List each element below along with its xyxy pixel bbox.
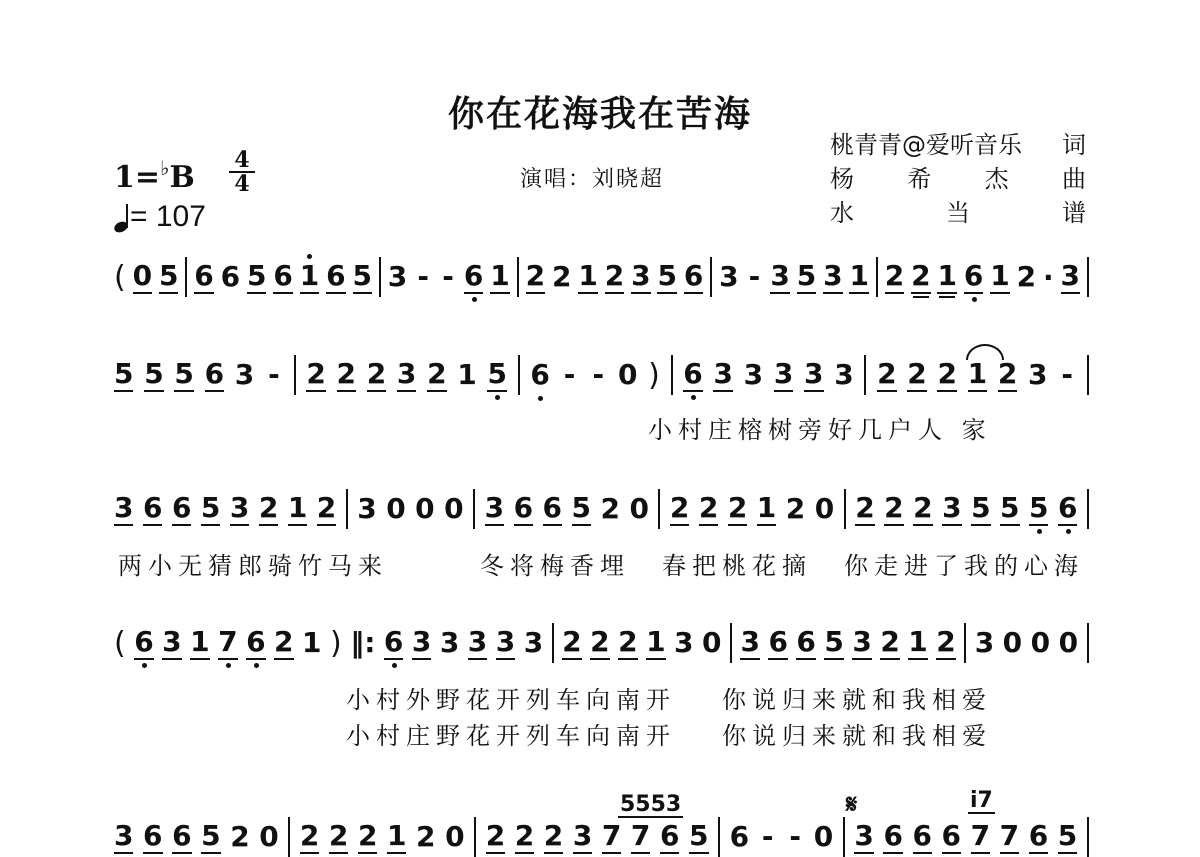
note: 6 [171,491,192,524]
note: 6 [326,259,346,292]
note: 3 [631,259,651,292]
note: 3 [674,626,694,659]
barline [671,355,673,395]
note-extension: - [268,358,280,391]
note: 6 [143,819,163,852]
note: 2 [907,357,927,390]
barline [658,489,660,529]
note: 2 [416,820,436,853]
lyricist-name: 桃青青@爱听音乐 [830,131,1022,159]
note: 5 [487,357,507,390]
repeat-start-sign: ‖: [350,626,376,659]
note: 2 [877,357,897,390]
time-top: 4 [234,147,250,173]
note: 6 [659,819,680,852]
note: 3 [387,260,408,293]
note: 3 [773,357,794,390]
note: 7 [999,819,1020,852]
barline [964,623,966,663]
note: 5 [352,259,372,292]
note: 3 [834,358,854,391]
note: 1 [578,259,598,292]
note: 5 [796,259,817,292]
note-extension: - [761,820,774,853]
note: 3 [743,358,764,391]
note: 2 [485,819,506,852]
note: 6 [796,625,816,658]
note: 6 [273,259,293,292]
transcriber-role: 谱 [1062,199,1086,227]
note: 5 [1057,819,1078,852]
note: 0 [259,820,279,853]
composer-char: 希 [907,165,932,193]
note: 2 [880,625,900,658]
note: 3 [1028,358,1048,391]
note-extension: - [417,260,429,293]
note: 6 [883,819,903,852]
note-extension: - [442,260,454,293]
note: 6 [383,625,404,658]
note: 3 [804,357,824,390]
barline [294,355,296,395]
note: 0 [132,259,153,292]
note: 6 [134,625,154,658]
lyrics-row-3c: 春把桃花摘 [662,552,812,580]
note: 6 [912,819,932,852]
note-extension: - [748,260,761,293]
note: 2 [551,260,572,293]
note: 6 [172,819,192,852]
notation-row-3 [114,490,1089,528]
lyrics-row-3d: 你走进了我的心海 [844,552,1084,580]
composer-credit [830,162,1086,196]
note: 3 [484,491,505,524]
note: 3 [823,259,843,292]
time-bottom: 4 [234,171,250,197]
note: 1 [849,259,869,292]
tempo-value: = 107 [130,200,206,233]
note: 2 [911,259,931,292]
note: 3 [114,491,134,524]
note: 2 [299,819,320,852]
note: 5 [174,357,194,390]
lyrics-row-2: 小村庄榕树旁好几户人 家 [648,416,992,444]
transcriber-char: 水 [830,199,854,227]
note: 7 [601,819,622,852]
note: 0 [702,626,722,659]
lyrics-row-4b-1: 小村庄野花开列车向南开 [346,722,676,750]
note: 5 [571,491,591,524]
lyricist-role: 词 [1062,131,1086,159]
note: 0 [386,492,406,525]
note: 2 [274,625,294,658]
note: 2 [618,625,638,658]
note: 3 [439,626,460,659]
note: 2 [562,625,582,658]
barline [876,257,878,297]
barline [1087,257,1089,297]
note: 2 [1016,260,1037,293]
note: 7 [630,819,651,852]
note: 5 [201,819,221,852]
note: 3 [467,625,488,658]
note: 1 [646,625,666,658]
note: 6 [1057,491,1078,524]
barline [718,817,720,857]
note: 3 [229,491,250,524]
note: 2 [366,357,387,390]
note: 2 [937,357,957,390]
parenthesis: ( [114,259,126,295]
note: 6 [941,819,962,852]
note-extension: - [1061,358,1074,391]
flat-sign: ♭ [160,156,170,180]
note: 6 [768,625,788,658]
note: 3 [713,357,733,390]
key-prefix: 1= [114,160,161,195]
barline [474,817,476,857]
note: 2 [884,259,905,292]
note: 5 [971,491,991,524]
note: 1 [756,491,777,524]
barline [1087,489,1089,529]
note: 3 [942,491,962,524]
barline [517,257,519,297]
note: 1 [967,357,988,390]
lyrics-row-3a: 两小无猜郎骑竹马来 [118,552,388,580]
note: 2 [306,357,326,390]
lyrics-row-4a-1: 小村外野花开列车向南开 [346,686,676,714]
note: 1 [990,259,1010,292]
note: 2 [884,491,904,524]
note: 0 [617,358,638,391]
notation-row-5 [114,818,1089,856]
note: 0 [1002,626,1023,659]
note: 3 [719,260,739,293]
tempo-marking [114,200,206,234]
composer-char: 杨 [830,165,854,193]
note: 6 [683,357,703,390]
note: 0 [444,492,464,525]
note: 3 [162,625,182,658]
note: 2 [604,259,625,292]
augmentation-dot: · [1042,260,1054,294]
note: 1 [287,491,308,524]
note: 6 [513,491,534,524]
note: 6 [204,357,225,390]
barline [843,817,845,857]
note: 2 [514,819,535,852]
note: 2 [543,819,564,852]
key-note: B [169,160,195,195]
note: 6 [246,625,266,658]
note-extension: - [563,358,576,391]
note: 0 [629,492,649,525]
notation-row-1 [114,258,1089,296]
composer-role: 曲 [1061,165,1086,193]
note: 5 [247,259,267,292]
note: 6 [530,358,550,391]
note: 3 [854,819,874,852]
note: 6 [220,260,241,293]
note: 2 [316,491,337,524]
transcriber-char: 当 [946,199,970,227]
note-extension: - [789,820,802,853]
barline [185,257,187,297]
grace-notes-2: i7 [970,788,993,813]
singer-credit: 演唱：刘晓超 [520,167,665,192]
lyrics-row-4a-2: 你说归来就和我相爱 [722,686,992,714]
note: 1 [299,259,320,292]
lyricist-credit [830,128,1086,162]
notation-row-2 [114,356,1089,394]
note: 3 [572,819,593,852]
note: 0 [415,492,435,525]
barline [844,489,846,529]
note: 3 [411,625,432,658]
note: 2 [936,625,956,658]
note: 0 [814,492,835,525]
note: 5 [200,491,221,524]
note: 0 [1058,626,1079,659]
note: 2 [727,491,748,524]
note: 6 [729,820,750,853]
note: 3 [1060,259,1080,292]
note: 2 [258,491,279,524]
note: 2 [785,492,806,525]
barline [518,355,520,395]
barline [710,257,712,297]
note: 2 [600,492,620,525]
lyrics-row-3b: 冬将梅香埋 [480,552,630,580]
note: 2 [230,820,250,853]
composer-char: 杰 [984,165,1009,193]
parenthesis: ( [114,625,126,661]
note: 2 [427,357,447,390]
barline [346,489,348,529]
note: 5 [657,259,677,292]
note: 2 [913,491,933,524]
barline [379,257,381,297]
note: 3 [740,625,760,658]
note: 6 [542,491,563,524]
note: 6 [963,259,984,292]
note: 1 [386,819,407,852]
note: 1 [937,259,957,292]
note: 2 [328,819,349,852]
note: 6 [194,259,214,292]
note: 0 [813,820,834,853]
tie-mark [966,344,1004,360]
note: 3 [974,626,995,659]
barline [730,623,732,663]
credits [830,128,1086,230]
time-signature [229,147,255,197]
note: 5 [144,357,164,390]
note: 3 [396,357,417,390]
note: 3 [234,358,255,391]
note: 3 [357,492,377,525]
barline [1087,355,1089,395]
note: 1 [490,259,510,292]
note: 0 [445,820,465,853]
note: 0 [1030,626,1051,659]
key-signature [114,156,195,195]
note: 5 [689,819,709,852]
note: 5 [824,625,844,658]
note: 5 [1029,491,1049,524]
barline [864,355,866,395]
note: 2 [525,259,546,292]
note: 2 [855,491,875,524]
note: 2 [590,625,610,658]
barline [1087,817,1089,857]
note: 7 [218,625,238,658]
note: 5 [114,357,134,390]
barline [552,623,554,663]
note: 2 [669,491,690,524]
note: 7 [970,819,991,852]
note: 6 [463,259,484,292]
note: 2 [997,357,1018,390]
note: 3 [523,626,544,659]
note: 2 [698,491,719,524]
quarter-note-icon [114,204,130,234]
parenthesis: ) [329,625,342,661]
note: 1 [302,626,322,659]
note: 3 [495,625,516,658]
lyrics-row-4b-2: 你说归来就和我相爱 [722,722,992,750]
barline [288,817,290,857]
note: 3 [114,819,134,852]
barline [473,489,475,529]
note: 6 [142,491,163,524]
note: 6 [1028,819,1049,852]
transcriber-credit [830,196,1086,230]
note: 6 [683,259,704,292]
note: 1 [190,625,210,658]
note: 2 [336,357,357,390]
note-extension: - [592,358,605,391]
note: 1 [908,625,928,658]
grace-notes-1: 5553 [620,792,682,817]
note: 1 [457,358,477,391]
note: 3 [770,259,790,292]
note: 5 [1000,491,1020,524]
notation-row-4 [114,624,1089,662]
note: 2 [357,819,378,852]
note: 5 [158,259,179,292]
segno-sign: 𝄋 [846,790,858,820]
parenthesis: ) [648,357,660,393]
score-title: 你在花海我在苦海 [447,94,752,135]
barline [1087,623,1089,663]
note: 3 [852,625,872,658]
